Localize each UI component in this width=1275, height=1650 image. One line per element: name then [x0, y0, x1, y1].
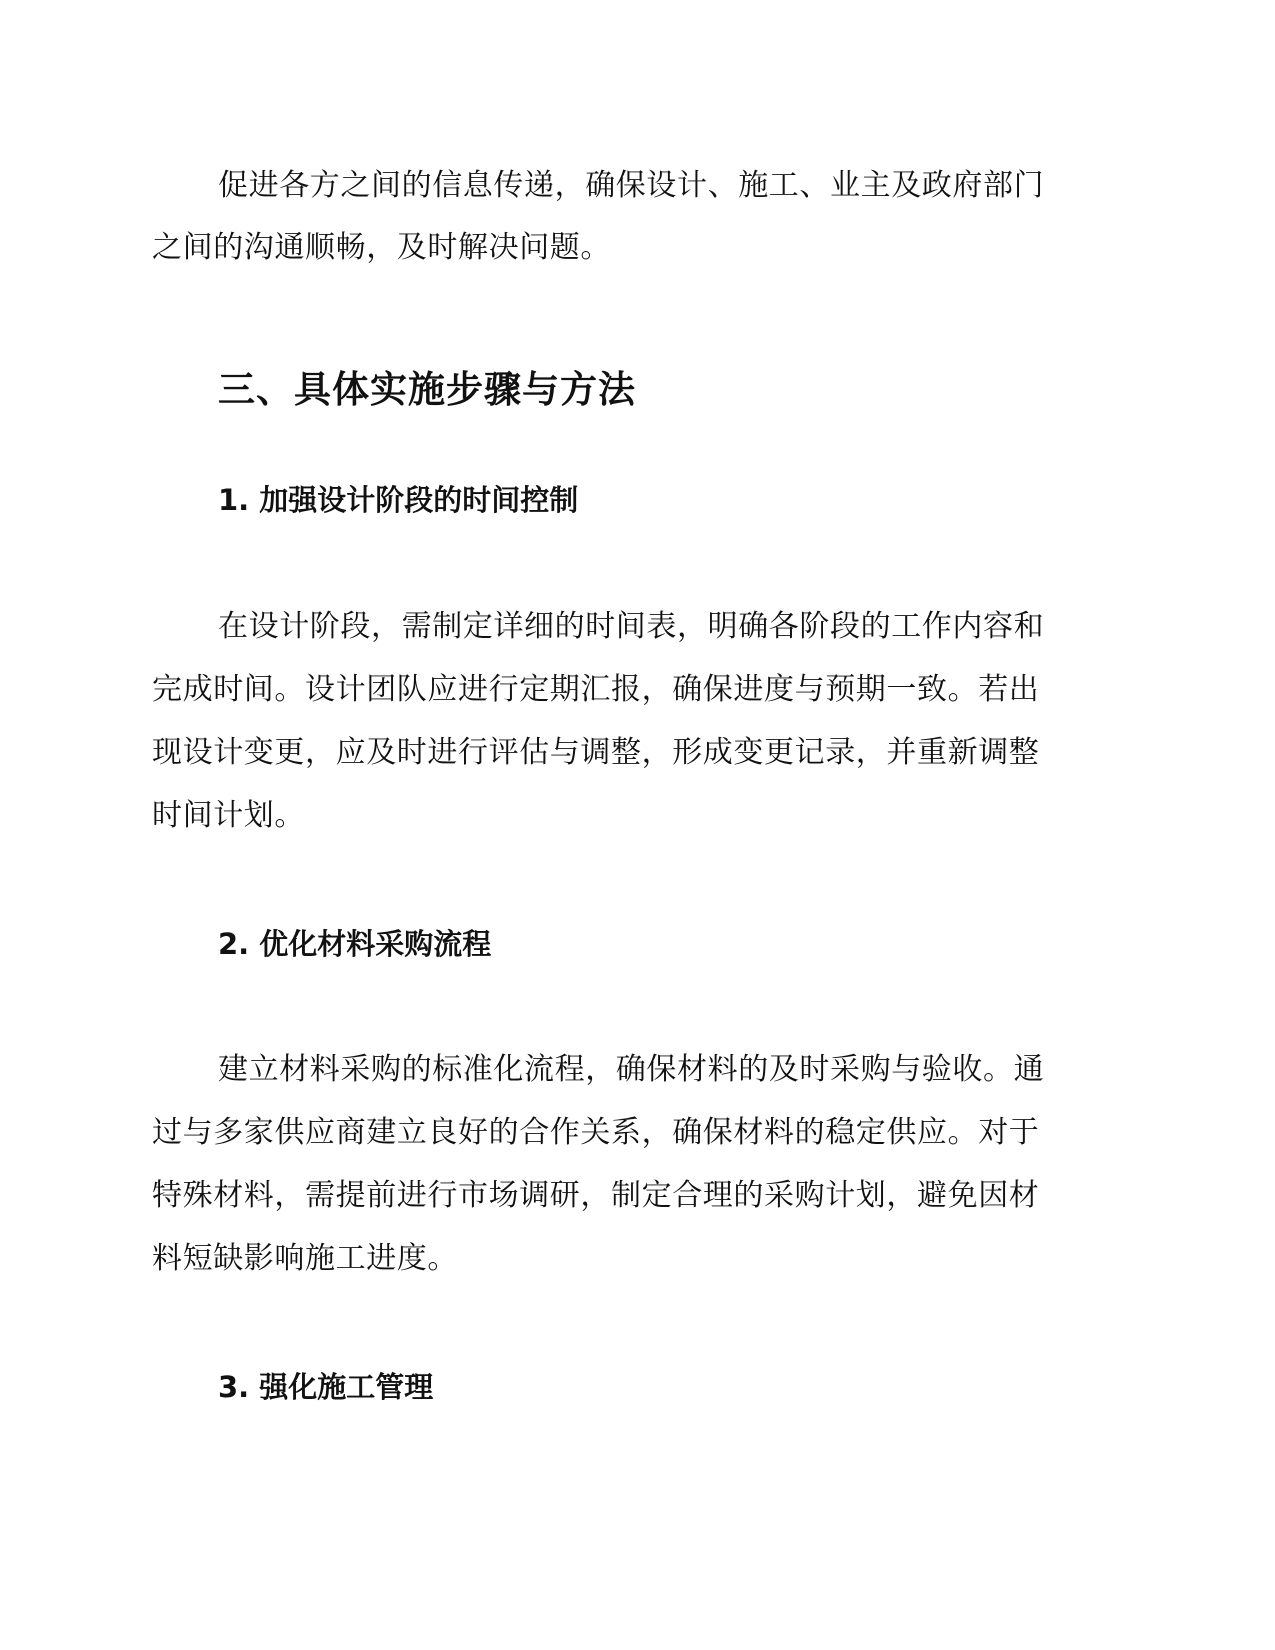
intro-paragraph-line-2: 之间的沟通顺畅，及时解决问题。: [152, 230, 611, 265]
section-heading: 三、具体实施步骤与方法: [218, 368, 636, 411]
subsection-1-line-1: 在设计阶段，需制定详细的时间表，明确各阶段的工作内容和: [218, 609, 1045, 644]
subsection-2-line-3: 特殊材料，需提前进行市场调研，制定合理的采购计划，避免因材: [152, 1178, 1040, 1213]
subsection-heading-3: 3. 强化施工管理: [218, 1370, 434, 1404]
subsection-2-line-4: 料短缺影响施工进度。: [152, 1241, 458, 1276]
subsection-heading-1: 1. 加强设计阶段的时间控制: [218, 483, 579, 517]
intro-paragraph-line-1: 促进各方之间的信息传递，确保设计、施工、业主及政府部门: [218, 168, 1045, 203]
subsection-2-line-1: 建立材料采购的标准化流程，确保材料的及时采购与验收。通: [218, 1052, 1045, 1087]
subsection-1-line-4: 时间计划。: [152, 798, 305, 833]
subsection-2-line-2: 过与多家供应商建立良好的合作关系，确保材料的稳定供应。对于: [152, 1115, 1040, 1150]
subsection-1-line-2: 完成时间。设计团队应进行定期汇报，确保进度与预期一致。若出: [152, 672, 1040, 707]
subsection-heading-2: 2. 优化材料采购流程: [218, 927, 492, 961]
subsection-1-line-3: 现设计变更，应及时进行评估与调整，形成变更记录，并重新调整: [152, 735, 1040, 770]
